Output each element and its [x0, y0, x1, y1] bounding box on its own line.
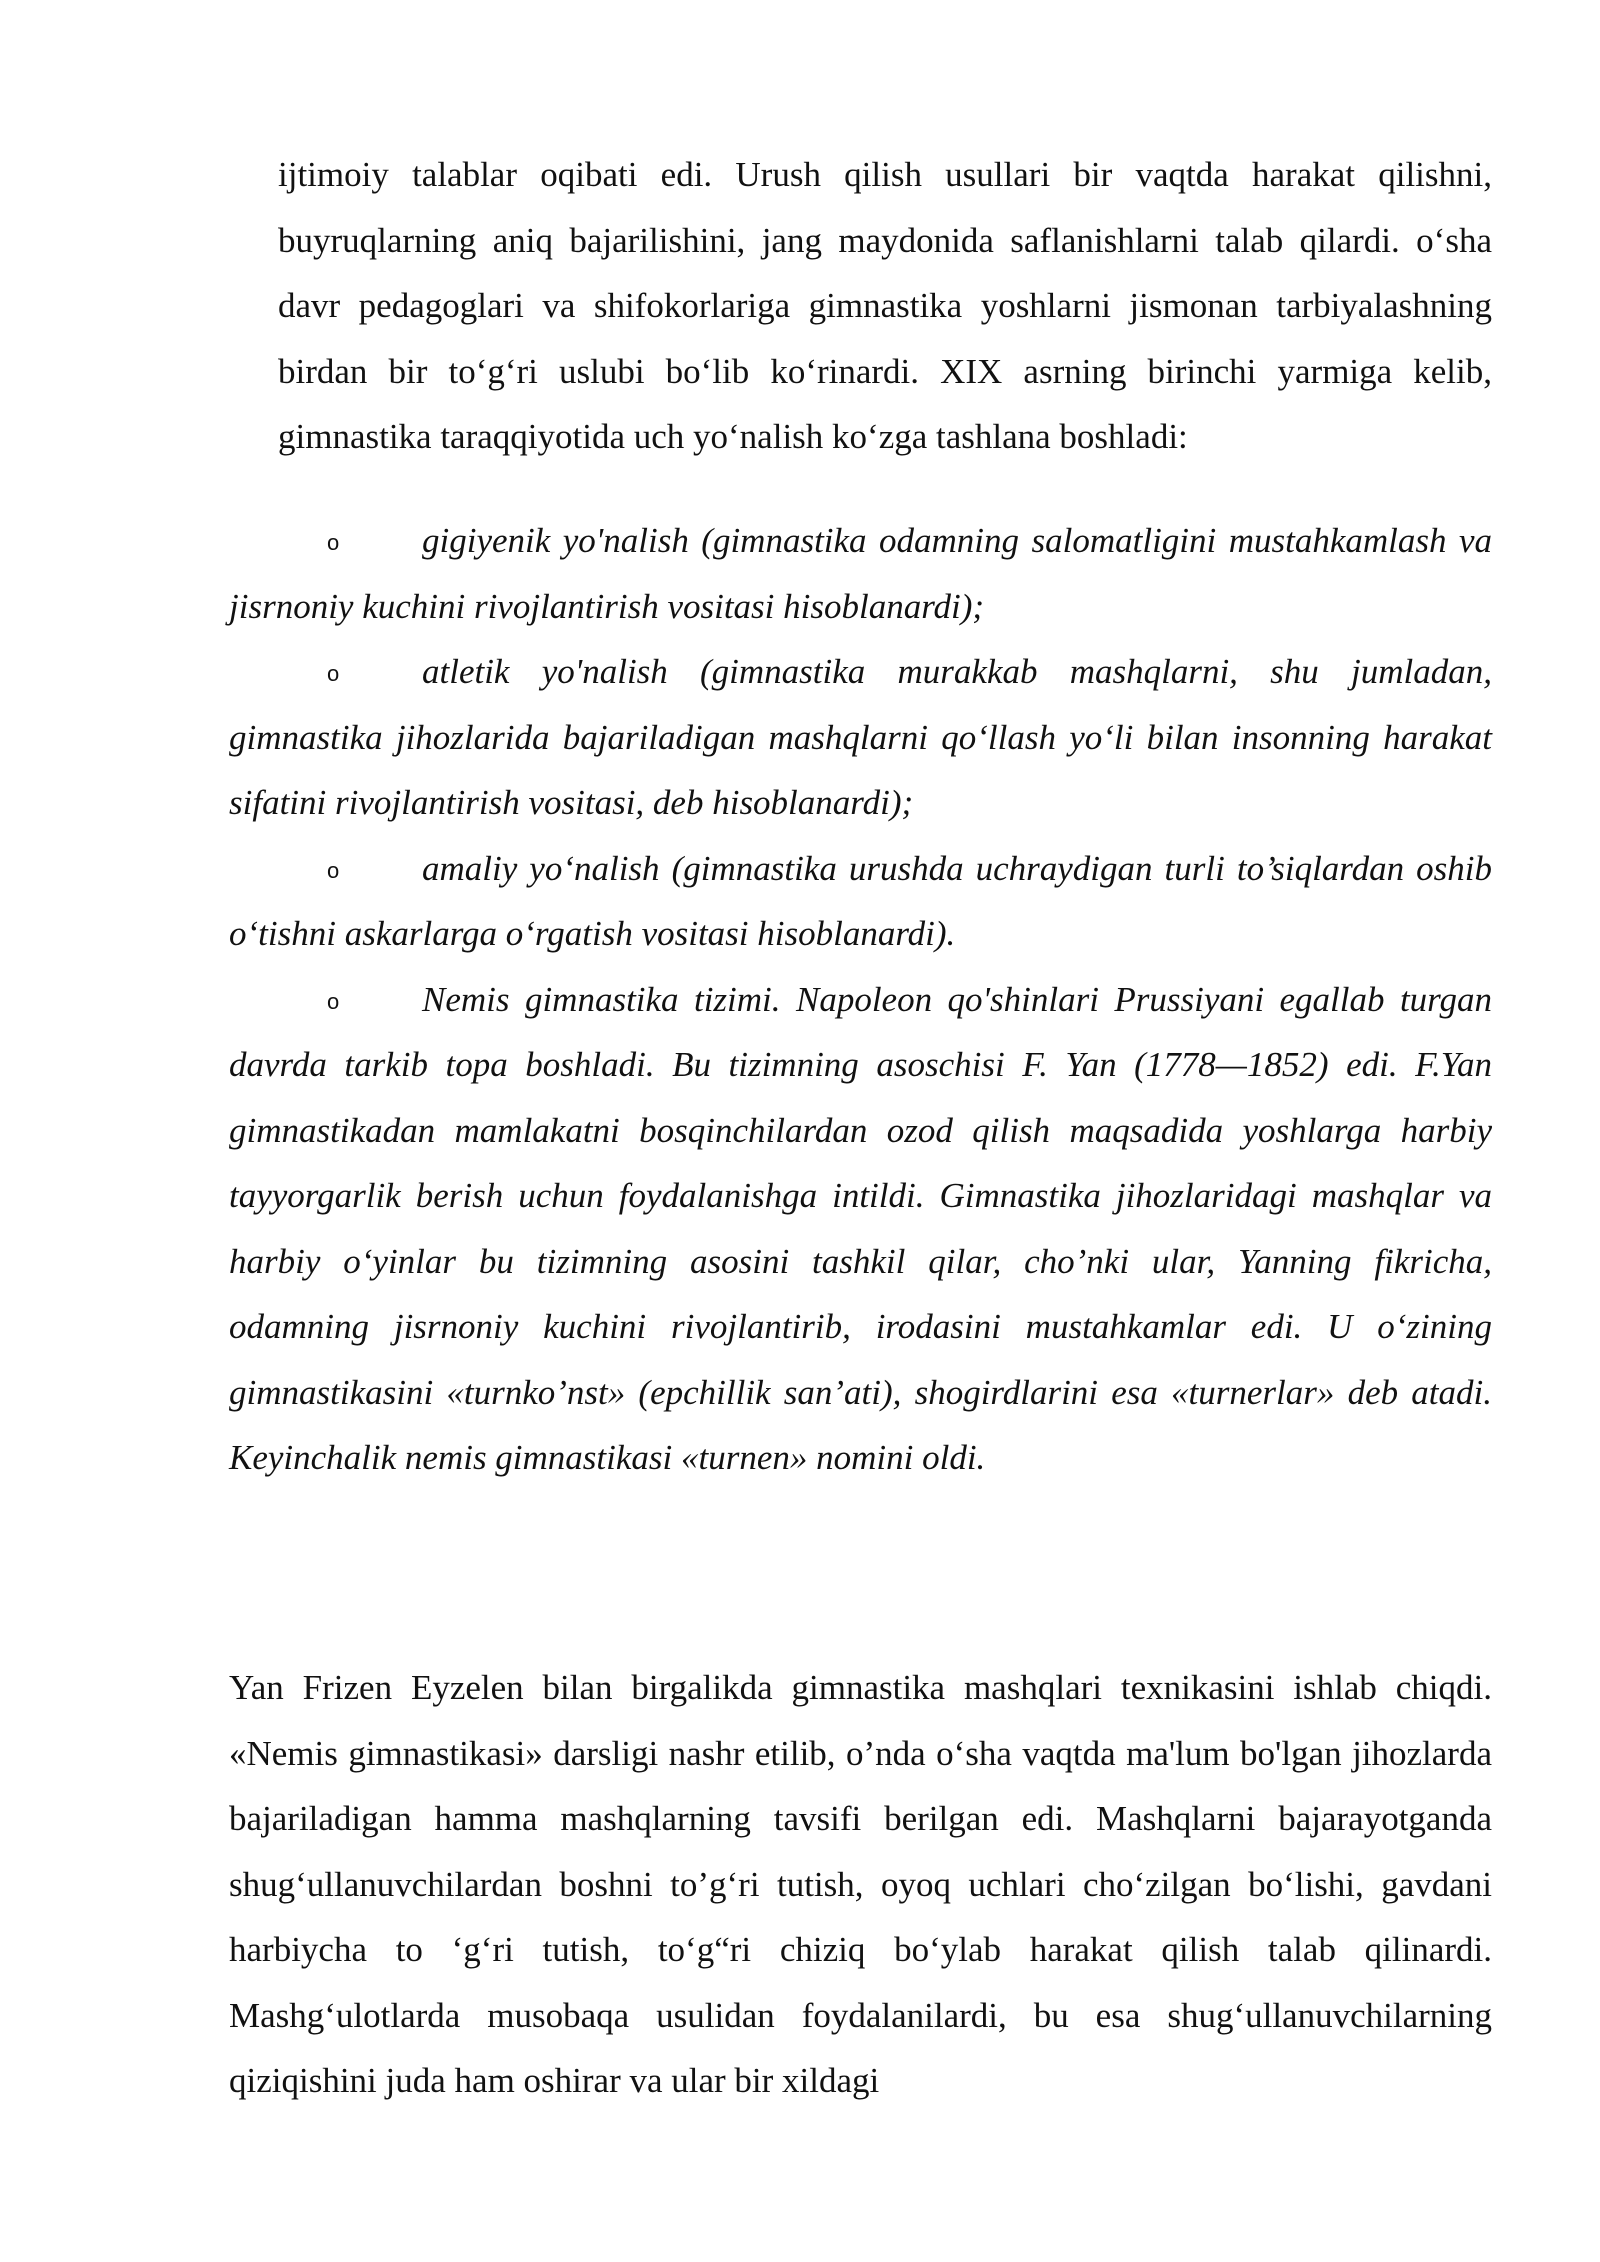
- list-item-nemis: [229, 967, 1492, 1491]
- list-item-atletik: [229, 639, 1492, 836]
- list-item-text: Nemis gimnastika tizimi. Napoleon qo'shinlari Prussiyani egallab turgan davrda tarkib topa boshladi. Bu tizimning asoschisi F. Yan (1778—1852) edi. F.Yan gimnastikadan mamlakatni bosqinchilardan ozod qilish maqsadida yoshlarga harbiy tayyorgarlik berish uchun foydalanishga intildi. Gimnastika jihozlaridagi mashqlar va harbiy o‘yinlar bu tizimning asosini tashkil qilar, cho’nki ular, Yanning fikricha, odamning jisrnoniy kuchini rivojlantirib, irodasini mustahkamlar edi. U o‘zining gimnastikasini «turnko’nst» (epchillik san’ati), shogirdlarini esa «turnerlar» deb atadi. Keyinchalik nemis gimnastikasi «turnen» nomini oldi.: [229, 979, 1492, 1477]
- list-bullet-icon: o: [327, 661, 340, 686]
- list-item-gigiyenik: [229, 508, 1492, 639]
- list-item-amaliy: [229, 836, 1492, 967]
- list-bullet-icon: o: [327, 988, 340, 1014]
- intro-paragraph: ijtimoiy talablar oqibati edi. Urush qilish usullari bir vaqtda harakat qilishni, buyruqlarning aniq bajarilishini, jang maydonida saflanishlarni talab qilardi. o‘sha davr pedagoglari va shifokorlariga gimnastika yoshlarni jismonan tarbiyalashning birdan bir to‘g‘ri uslubi bo‘lib ko‘rinardi. XIX asrning birinchi yarmiga kelib, gimnastika taraqqiyotida uch yo‘nalish ko‘zga tashlana boshladi:: [278, 155, 1492, 456]
- list-item-text: gigiyenik yo'nalish (gimnastika odamning salomatligini mustahkamlash va jisrnoniy kuchini rivojlantirish vositasi hisoblanardi);: [229, 521, 1492, 626]
- yan-paragraph: Yan Frizen Eyzelen bilan birgalikda gimnastika mashqlari texnikasini ishlab chiqdi. «Nemis gimnastikasi» darsligi nashr etilib, o’nda o‘sha vaqtda ma'lum bo'lgan jihozlarda bajariladigan hamma mashqlarning tavsifi berilgan edi. Mashqlarni bajarayotganda shug‘ullanuvchilardan boshni to’g‘ri tutish, oyoq uchlari cho‘zilgan bo‘lishi, gavdani harbiycha to ‘g‘ri tutish, to‘g“ri chiziq bo‘ylab harakat qilish talab qilinardi. Mashg‘ulotlarda musobaqa usulidan foydalanilardi, bu esa shug‘ullanuvchilarning qiziqishini juda ham oshirar va ular bir xildagi: [229, 1668, 1492, 2100]
- list-item-text: amaliy yo‘nalish (gimnastika urushda uchraydigan turli to’siqlardan oshib o‘tishni askarlarga o‘rgatish vositasi hisoblanardi).: [229, 848, 1492, 953]
- list-bullet-icon: o: [327, 857, 340, 883]
- list-item-text: atletik yo'nalish (gimnastika murakkab mashqlarni, shu jumladan, gimnastika jihozlarida bajariladigan mashqlarni qo‘llash yo‘li bilan insonning harakat sifatini rivojlantirish vositasi, deb hisoblanardi);: [229, 652, 1492, 822]
- list-bullet-icon: o: [327, 530, 340, 555]
- direction-list: [229, 508, 1492, 1491]
